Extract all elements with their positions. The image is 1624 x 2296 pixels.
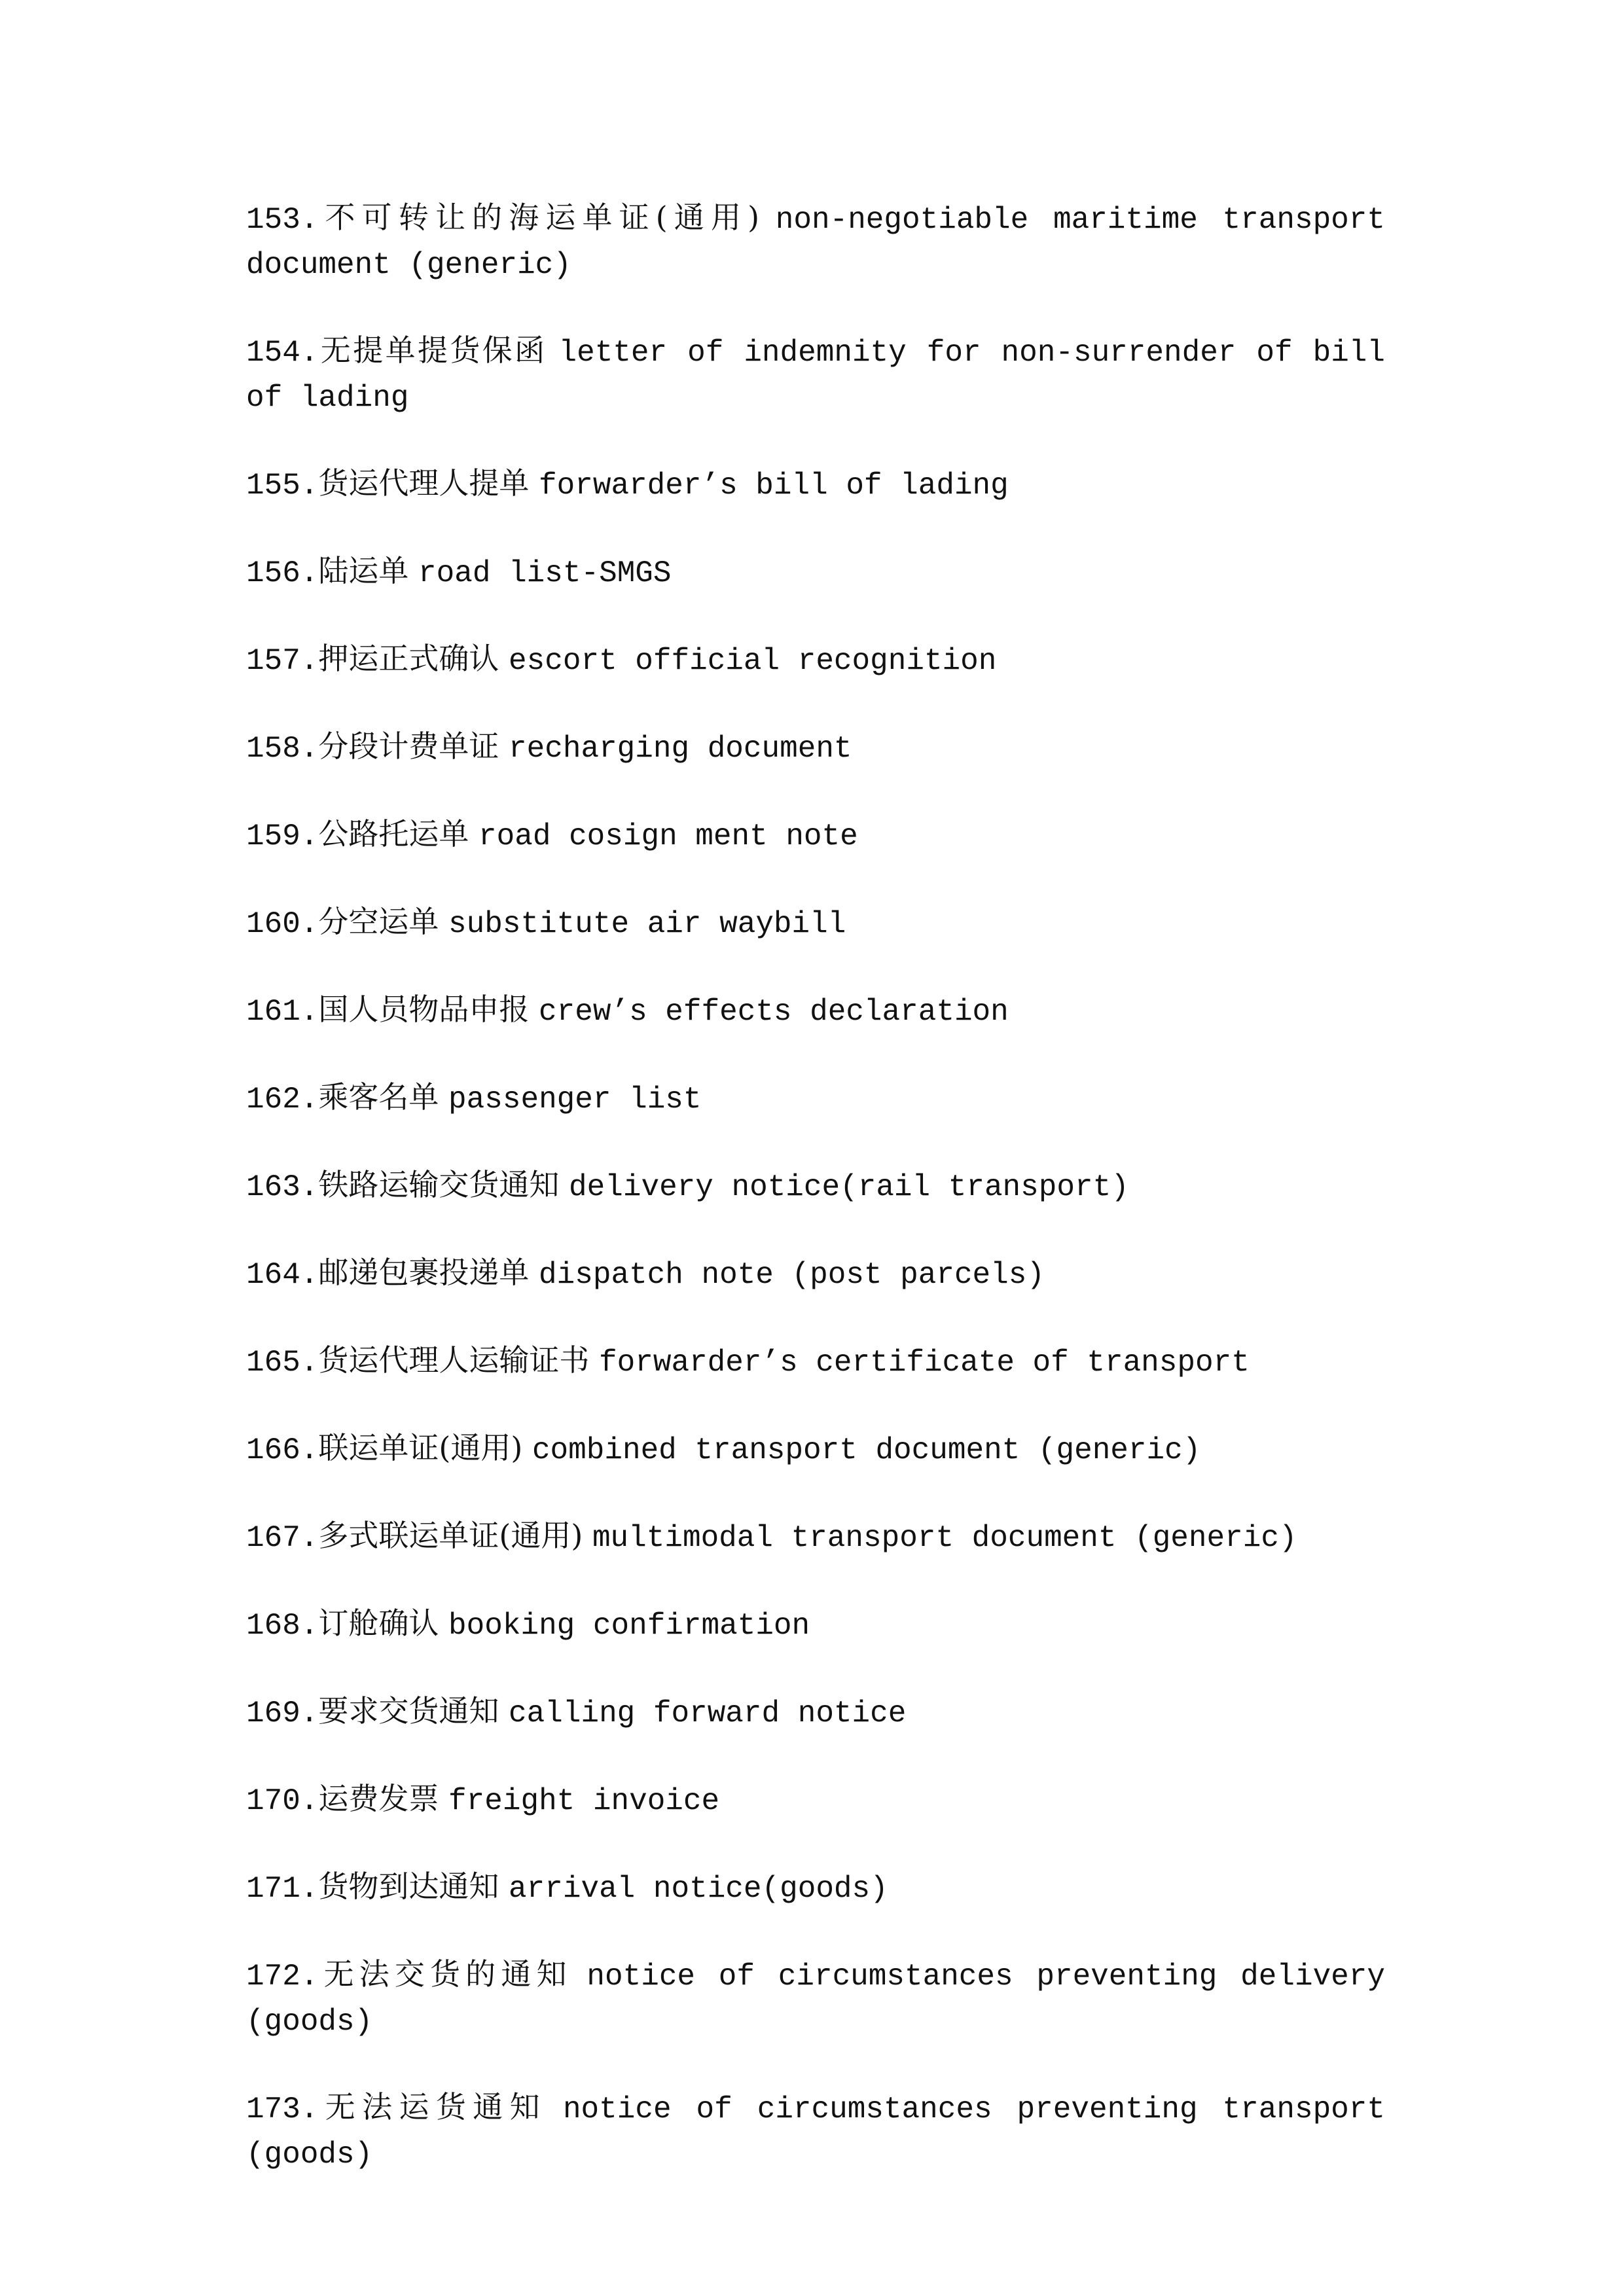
entry-english-term: combined transport document (generic): [532, 1433, 1201, 1467]
entry-chinese-term: 货运代理人运输证书: [318, 1342, 590, 1378]
glossary-entry-161: [246, 988, 1385, 1033]
glossary-entry-153: [246, 196, 1385, 287]
entry-chinese-term: 邮递包裹投递单: [318, 1255, 530, 1290]
glossary-entry-166: [246, 1427, 1385, 1472]
entry-number: 156.: [246, 556, 319, 590]
entry-number: 155.: [246, 469, 319, 503]
entry-number: 172.: [246, 1960, 319, 1994]
entry-chinese-term: 无法交货的通知: [318, 1956, 572, 1992]
glossary-entry-158: [246, 725, 1385, 770]
entry-number: 171.: [246, 1872, 319, 1906]
entry-number: 168.: [246, 1609, 319, 1643]
glossary-entry-164: [246, 1251, 1385, 1297]
entry-english-term: multimodal transport document (generic): [592, 1521, 1297, 1555]
entry-number: 173.: [246, 2092, 319, 2126]
entry-english-term: recharging document: [509, 732, 852, 766]
entry-number: 163.: [246, 1170, 319, 1204]
entry-number: 167.: [246, 1521, 319, 1555]
entry-english-term: notice of circumstances preventing transport (goods): [246, 2092, 1385, 2172]
glossary-entry-163: [246, 1164, 1385, 1209]
entry-english-term: notice of circumstances preventing delivery (goods): [246, 1960, 1386, 2039]
entry-chinese-term: 联运单证(通用): [318, 1430, 523, 1465]
entry-number: 157.: [246, 644, 319, 678]
entry-number: 161.: [246, 995, 319, 1029]
glossary-entry-165: [246, 1339, 1385, 1384]
entry-english-term: road list-SMGS: [418, 556, 672, 590]
glossary-entry-172: [246, 1953, 1385, 2043]
entry-chinese-term: 国人员物品申报: [318, 992, 530, 1027]
glossary-entry-169: [246, 1690, 1385, 1735]
entry-number: 160.: [246, 907, 319, 941]
entry-english-term: dispatch note (post parcels): [539, 1258, 1045, 1292]
entry-english-term: booking confirmation: [448, 1609, 810, 1643]
entry-chinese-term: 分空运单: [318, 904, 439, 939]
glossary-entry-160: [246, 901, 1385, 946]
entry-english-term: delivery notice(rail transport): [569, 1170, 1129, 1204]
entry-number: 154.: [246, 336, 319, 370]
glossary-entry-171: [246, 1865, 1385, 1910]
glossary-entry-168: [246, 1602, 1385, 1647]
entry-english-term: freight invoice: [448, 1784, 720, 1818]
glossary-entry-162: [246, 1076, 1385, 1121]
entry-number: 165.: [246, 1346, 319, 1380]
entry-english-term: substitute air waybill: [448, 907, 846, 941]
entry-number: 170.: [246, 1784, 319, 1818]
entry-english-term: non-negotiable maritime transport document (generic): [246, 203, 1385, 282]
entry-english-term: road cosign ment note: [478, 819, 858, 853]
entry-number: 166.: [246, 1433, 319, 1467]
entry-english-term: crew’s effects declaration: [539, 995, 1009, 1029]
glossary-entry-170: [246, 1778, 1385, 1823]
entry-chinese-term: 押运正式确认: [318, 641, 499, 676]
glossary-entry-154: [246, 329, 1385, 420]
entry-number: 162.: [246, 1083, 319, 1117]
entry-number: 153.: [246, 203, 319, 237]
entry-chinese-term: 货运代理人提单: [318, 465, 530, 501]
entry-chinese-term: 分段计费单证: [318, 728, 499, 764]
entry-chinese-term: 不可转让的海运单证(通用): [318, 200, 760, 235]
entry-chinese-term: 无法运货通知: [318, 2089, 547, 2125]
entry-number: 164.: [246, 1258, 319, 1292]
entry-chinese-term: 要求交货通知: [318, 1693, 499, 1729]
glossary-entry-156: [246, 550, 1385, 595]
entry-number: 169.: [246, 1696, 319, 1731]
entry-english-term: escort official recognition: [509, 644, 997, 678]
entry-english-term: letter of indemnity for non-surrender of bill of lading: [246, 336, 1386, 415]
entry-number: 159.: [246, 819, 319, 853]
entry-chinese-term: 陆运单: [318, 553, 409, 588]
entry-english-term: forwarder’s bill of lading: [539, 469, 1009, 503]
glossary-entry-173: [246, 2086, 1385, 2176]
entry-english-term: arrival notice(goods): [509, 1872, 888, 1906]
entry-chinese-term: 多式联运单证(通用): [318, 1518, 583, 1553]
entry-chinese-term: 货物到达通知: [318, 1869, 499, 1904]
entry-chinese-term: 公路托运单: [318, 816, 469, 852]
entry-chinese-term: 运费发票: [318, 1781, 439, 1816]
entry-chinese-term: 无提单提货保函: [318, 332, 547, 368]
glossary-entry-167: [246, 1515, 1385, 1560]
glossary-entry-157: [246, 637, 1385, 683]
document-page: [246, 196, 1385, 2219]
glossary-entry-155: [246, 462, 1385, 507]
entry-chinese-term: 铁路运输交货通知: [318, 1167, 560, 1202]
glossary-entry-159: [246, 813, 1385, 858]
entry-english-term: forwarder’s certificate of transport: [599, 1346, 1250, 1380]
entry-english-term: calling forward notice: [509, 1696, 907, 1731]
entry-chinese-term: 乘客名单: [318, 1079, 439, 1115]
entry-english-term: passenger list: [448, 1083, 702, 1117]
entry-number: 158.: [246, 732, 319, 766]
entry-chinese-term: 订舱确认: [318, 1605, 439, 1641]
